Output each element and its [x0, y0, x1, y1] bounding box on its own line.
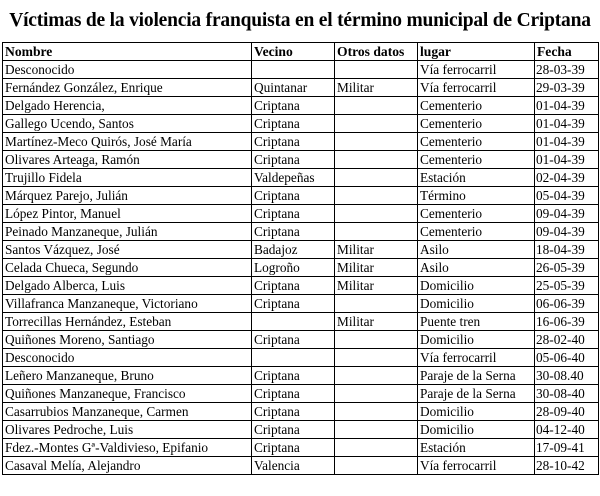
cell-fecha: 30-08.40: [535, 367, 599, 385]
cell-lugar: Vía ferrocarril: [418, 61, 535, 79]
table-row: [3, 187, 599, 205]
cell-vecino: Criptana: [252, 205, 335, 223]
cell-vecino: Criptana: [252, 223, 335, 241]
cell-lugar: Cementerio: [418, 133, 535, 151]
cell-otros-datos: Militar: [335, 277, 418, 295]
cell-fecha: 02-04-39: [535, 169, 599, 187]
cell-vecino: Criptana: [252, 151, 335, 169]
cell-vecino: [252, 313, 335, 331]
cell-fecha: 28-10-42: [535, 457, 599, 475]
cell-lugar: Domicilio: [418, 403, 535, 421]
cell-nombre: Leñero Manzaneque, Bruno: [3, 367, 252, 385]
cell-nombre: Fernández González, Enrique: [3, 79, 252, 97]
cell-nombre: Casaval Melía, Alejandro: [3, 457, 252, 475]
cell-nombre: Quiñones Manzaneque, Francisco: [3, 385, 252, 403]
cell-lugar: Vía ferrocarril: [418, 349, 535, 367]
table-row: [3, 385, 599, 403]
cell-nombre: Márquez Parejo, Julián: [3, 187, 252, 205]
cell-nombre: Villafranca Manzaneque, Victoriano: [3, 295, 252, 313]
table-row: [3, 349, 599, 367]
table-row: [3, 115, 599, 133]
cell-fecha: 06-06-39: [535, 295, 599, 313]
cell-lugar: Domicilio: [418, 277, 535, 295]
cell-fecha: 09-04-39: [535, 223, 599, 241]
table-row: [3, 79, 599, 97]
cell-vecino: Badajoz: [252, 241, 335, 259]
cell-lugar: Puente tren: [418, 313, 535, 331]
cell-lugar: Asilo: [418, 241, 535, 259]
cell-otros-datos: [335, 151, 418, 169]
cell-otros-datos: [335, 331, 418, 349]
cell-lugar: Domicilio: [418, 295, 535, 313]
table-row: [3, 331, 599, 349]
cell-vecino: [252, 349, 335, 367]
cell-fecha: 28-09-40: [535, 403, 599, 421]
cell-fecha: 09-04-39: [535, 205, 599, 223]
victims-table: [2, 42, 599, 475]
table-row: [3, 133, 599, 151]
table-row: [3, 295, 599, 313]
table-row: [3, 457, 599, 475]
cell-otros-datos: [335, 457, 418, 475]
cell-fecha: 28-03-39: [535, 61, 599, 79]
cell-nombre: Santos Vázquez, José: [3, 241, 252, 259]
table-row: [3, 259, 599, 277]
cell-nombre: Fdez.-Montes Gª-Valdivieso, Epifanio: [3, 439, 252, 457]
cell-otros-datos: [335, 295, 418, 313]
cell-otros-datos: [335, 133, 418, 151]
cell-fecha: 01-04-39: [535, 133, 599, 151]
cell-vecino: Criptana: [252, 439, 335, 457]
table-row: [3, 367, 599, 385]
cell-vecino: Quintanar: [252, 79, 335, 97]
table-row: [3, 313, 599, 331]
cell-nombre: Torrecillas Hernández, Esteban: [3, 313, 252, 331]
cell-fecha: 05-04-39: [535, 187, 599, 205]
cell-lugar: Paraje de la Serna: [418, 385, 535, 403]
cell-vecino: Criptana: [252, 367, 335, 385]
cell-otros-datos: [335, 367, 418, 385]
header-lugar: lugar: [418, 43, 535, 61]
cell-nombre: Desconocido: [3, 349, 252, 367]
cell-lugar: Estación: [418, 439, 535, 457]
table-header-row: [3, 43, 599, 61]
cell-otros-datos: [335, 169, 418, 187]
cell-fecha: 01-04-39: [535, 97, 599, 115]
cell-lugar: Domicilio: [418, 331, 535, 349]
cell-lugar: Paraje de la Serna: [418, 367, 535, 385]
cell-nombre: Peinado Manzaneque, Julián: [3, 223, 252, 241]
cell-otros-datos: [335, 61, 418, 79]
table-row: [3, 439, 599, 457]
cell-lugar: Vía ferrocarril: [418, 79, 535, 97]
cell-fecha: 28-02-40: [535, 331, 599, 349]
cell-vecino: Valencia: [252, 457, 335, 475]
cell-fecha: 04-12-40: [535, 421, 599, 439]
cell-lugar: Domicilio: [418, 421, 535, 439]
table-body: [3, 61, 599, 475]
cell-vecino: Criptana: [252, 115, 335, 133]
table-row: [3, 241, 599, 259]
cell-nombre: Celada Chueca, Segundo: [3, 259, 252, 277]
cell-otros-datos: [335, 403, 418, 421]
cell-nombre: Desconocido: [3, 61, 252, 79]
cell-otros-datos: Militar: [335, 259, 418, 277]
cell-vecino: Criptana: [252, 385, 335, 403]
cell-nombre: Quiñones Moreno, Santiago: [3, 331, 252, 349]
cell-fecha: 17-09-41: [535, 439, 599, 457]
cell-nombre: Martínez-Meco Quirós, José María: [3, 133, 252, 151]
cell-nombre: Delgado Herencia,: [3, 97, 252, 115]
cell-vecino: [252, 61, 335, 79]
cell-otros-datos: Militar: [335, 241, 418, 259]
cell-otros-datos: [335, 205, 418, 223]
cell-otros-datos: [335, 421, 418, 439]
cell-fecha: 26-05-39: [535, 259, 599, 277]
cell-otros-datos: Militar: [335, 313, 418, 331]
cell-fecha: 25-05-39: [535, 277, 599, 295]
cell-otros-datos: [335, 439, 418, 457]
cell-lugar: Cementerio: [418, 115, 535, 133]
cell-vecino: Logroño: [252, 259, 335, 277]
cell-otros-datos: [335, 97, 418, 115]
cell-nombre: Olivares Pedroche, Luis: [3, 421, 252, 439]
cell-otros-datos: [335, 115, 418, 133]
cell-fecha: 05-06-40: [535, 349, 599, 367]
cell-nombre: López Pintor, Manuel: [3, 205, 252, 223]
table-row: [3, 421, 599, 439]
cell-fecha: 01-04-39: [535, 115, 599, 133]
page-title: Víctimas de la violencia franquista en el término municipal de Criptana: [9, 10, 591, 31]
table-row: [3, 205, 599, 223]
cell-nombre: Olivares Arteaga, Ramón: [3, 151, 252, 169]
cell-nombre: Casarrubios Manzaneque, Carmen: [3, 403, 252, 421]
cell-vecino: Criptana: [252, 295, 335, 313]
table-row: [3, 61, 599, 79]
cell-lugar: Cementerio: [418, 223, 535, 241]
cell-nombre: Trujillo Fidela: [3, 169, 252, 187]
table-row: [3, 151, 599, 169]
cell-fecha: 29-03-39: [535, 79, 599, 97]
cell-lugar: Estación: [418, 169, 535, 187]
table-row: [3, 403, 599, 421]
cell-vecino: Valdepeñas: [252, 169, 335, 187]
table-row: [3, 223, 599, 241]
cell-lugar: Vía ferrocarril: [418, 457, 535, 475]
header-fecha: Fecha: [535, 43, 599, 61]
cell-lugar: Cementerio: [418, 151, 535, 169]
header-vecino: Vecino: [252, 43, 335, 61]
cell-otros-datos: Militar: [335, 79, 418, 97]
cell-vecino: Criptana: [252, 421, 335, 439]
cell-otros-datos: [335, 223, 418, 241]
cell-fecha: 01-04-39: [535, 151, 599, 169]
cell-vecino: Criptana: [252, 133, 335, 151]
cell-lugar: Cementerio: [418, 97, 535, 115]
header-otros-datos: Otros datos: [335, 43, 418, 61]
cell-lugar: Asilo: [418, 259, 535, 277]
cell-fecha: 16-06-39: [535, 313, 599, 331]
table-row: [3, 97, 599, 115]
cell-nombre: Delgado Alberca, Luis: [3, 277, 252, 295]
cell-fecha: 18-04-39: [535, 241, 599, 259]
cell-vecino: Criptana: [252, 331, 335, 349]
cell-vecino: Criptana: [252, 403, 335, 421]
table-row: [3, 277, 599, 295]
cell-fecha: 30-08-40: [535, 385, 599, 403]
cell-otros-datos: [335, 349, 418, 367]
cell-lugar: Cementerio: [418, 205, 535, 223]
cell-otros-datos: [335, 385, 418, 403]
header-nombre: Nombre: [3, 43, 252, 61]
cell-vecino: Criptana: [252, 187, 335, 205]
cell-otros-datos: [335, 187, 418, 205]
cell-vecino: Criptana: [252, 277, 335, 295]
cell-lugar: Término: [418, 187, 535, 205]
cell-nombre: Gallego Ucendo, Santos: [3, 115, 252, 133]
table-row: [3, 169, 599, 187]
cell-vecino: Criptana: [252, 97, 335, 115]
